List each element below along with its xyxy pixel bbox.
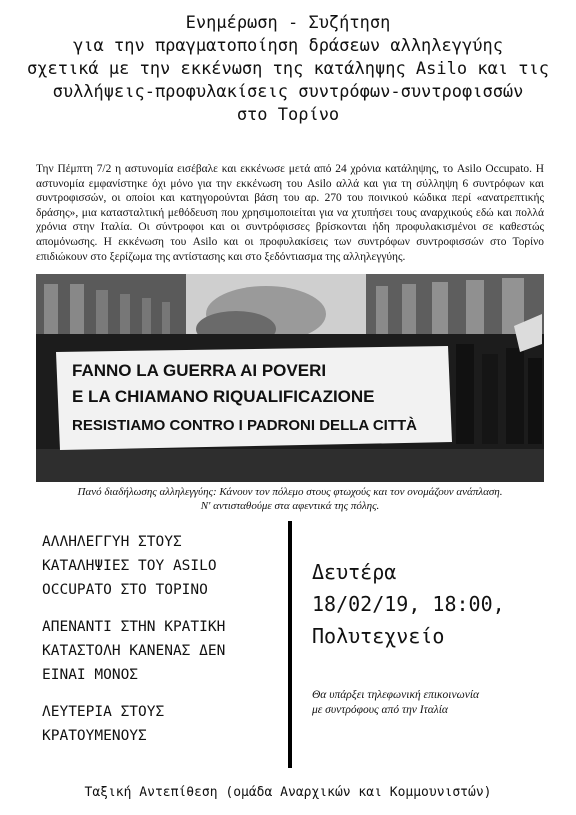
demonstration-photo xyxy=(36,274,544,482)
slogan xyxy=(42,700,282,748)
title-line: Ενημέρωση - Συζήτηση xyxy=(185,13,391,33)
slogan-line: ΑΛΛΗΛΕΓΓΥΗ ΣΤΟΥΣ xyxy=(42,534,182,550)
organizer-footer: Ταξική Αντεπίθεση (ομάδα Αναρχικών και Κομμουνιστών) xyxy=(84,785,492,800)
caption-line: Πανό διαδήλωσης αλληλεγγύης: Κάνουν τον πόλεμο στους φτωχούς και τον ονομάζουν ανάπλαση. xyxy=(77,486,503,498)
event-place: Πολυτεχνείο xyxy=(312,624,445,648)
event-day: Δευτέρα xyxy=(312,560,397,584)
title-line: για την πραγματοποίηση δράσεων αλληλεγγύης xyxy=(73,36,503,56)
banner-line: E LA CHIAMANO RIQUALIFICAZIONE xyxy=(72,387,375,406)
slogan-line: ΚΑΤΑΛΗΨΙΕΣ ΤΟΥ ASILO xyxy=(42,558,217,574)
slogans-column xyxy=(42,530,282,761)
banner-line: RESISTIAMO CONTRO I PADRONI DELLA CITTÀ xyxy=(72,417,417,434)
title-line: συλλήψεις-προφυλακίσεις συντρόφων-συντροφισσών xyxy=(52,82,524,102)
event-note-line: Θα υπάρξει τηλεφωνική επικοινωνία xyxy=(312,689,480,701)
slogan-line: OCCUPATO ΣΤΟ ΤΟΡΙΝΟ xyxy=(42,582,208,598)
event-datetime: 18/02/19, 18:00, xyxy=(312,592,505,616)
banner-line: FANNO LA GUERRA AI POVERI xyxy=(72,361,327,380)
slogan xyxy=(42,530,282,602)
slogan-line: ΚΡΑΤΟΥΜΕΝΟΥΣ xyxy=(42,728,147,744)
slogan xyxy=(42,615,282,687)
event-title xyxy=(0,12,576,127)
event-note-line: με συντρόφους από την Ιταλία xyxy=(312,704,448,716)
event-details xyxy=(312,556,552,718)
title-line: σχετικά με την εκκένωση της κατάληψης Asilo και τις xyxy=(27,59,549,79)
demonstration-photo-graphic xyxy=(36,274,544,482)
event-note xyxy=(312,688,552,718)
slogan-line: ΛΕΥΤΕΡΙΑ ΣΤΟΥΣ xyxy=(42,704,165,720)
title-line: στο Τορίνο xyxy=(236,105,340,125)
vertical-divider xyxy=(288,521,292,768)
intro-paragraph: Την Πέμπτη 7/2 η αστυνομία εισέβαλε και εκκένωσε μετά από 24 χρόνια κατάληψης, το Asilo Occupato. Η αστυνομία εμφανίστηκε όχι μόνο για την εκκένωση του Asilo αλλά και για τη σύλληψη 6 συντρόφων και συντροφισσών, οι οποίοι και κατηγορούνται βάση του αρ. 270 του ποινικού κώδικα περί «ανατρεπτικής δράσης», μια κατασταλτική μεθόδευση που χρησιμοποιείται για να χτυπήσει τους αναρχικούς εδώ και πολλά χρόνια στην Ιταλία. Οι σύντροφοι και οι συντρόφισσες βρίσκονται ήδη προφυλακισμένοι σε καθεστώς απομόνωσης. Η εκκένωση του Asilo και οι προφυλακίσεις των συντρόφων συντροφισσών στο Τορίνο επιδιώκουν στο ξερίζωμα της αντίστασης και στο ξεδόντιασμα της αλληλεγγύης. xyxy=(36,163,544,263)
caption-line: Ν' αντισταθούμε στα αφεντικά της πόλης. xyxy=(200,500,380,512)
photo-caption xyxy=(36,485,544,513)
slogan-line: ΕΙΝΑΙ ΜΟΝΟΣ xyxy=(42,667,139,683)
slogan-line: ΑΠΕΝΑΝΤΙ ΣΤΗΝ ΚΡΑΤΙΚΗ xyxy=(42,619,226,635)
slogan-line: ΚΑΤΑΣΤΟΛΗ ΚΑΝΕΝΑΣ ΔΕΝ xyxy=(42,643,226,659)
